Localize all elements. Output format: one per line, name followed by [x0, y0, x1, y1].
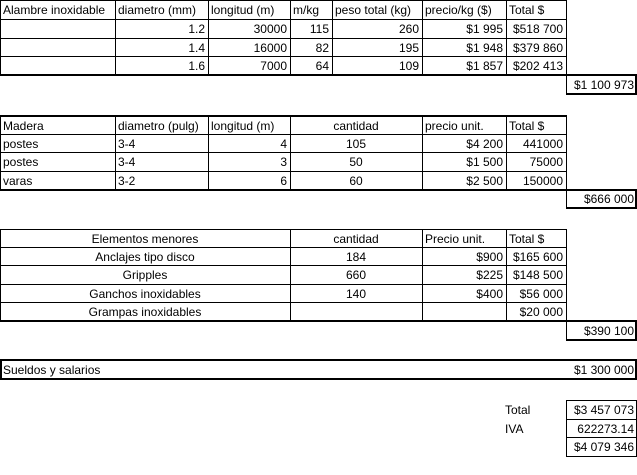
table-cell: postes: [3, 137, 39, 151]
table-cell: 1.2: [188, 22, 205, 36]
table-cell: 115: [309, 22, 329, 36]
table-cell: $56 000: [519, 287, 563, 301]
table-cell: 3: [280, 155, 287, 169]
table-cell: 1.6: [188, 59, 205, 73]
table-cell: 60: [349, 174, 363, 188]
madera-header-longitud: longitud (m): [211, 119, 275, 133]
table-cell: 3-2: [118, 174, 136, 188]
table-cell: postes: [3, 155, 39, 169]
table-cell: 109: [398, 59, 419, 73]
alambre-header-mkg: m/kg: [293, 3, 320, 17]
table-cell: $148 500: [512, 268, 563, 282]
menores-header-total: Total $: [509, 232, 545, 246]
table-cell: 3-4: [118, 137, 136, 151]
table-cell: 150000: [522, 174, 563, 188]
table-cell: 30000: [253, 22, 287, 36]
table-cell: $165 600: [512, 250, 563, 264]
sueldos-value: $1 300 000: [573, 363, 634, 377]
table-cell: $4 200: [466, 137, 503, 151]
table-cell: 140: [345, 287, 367, 301]
total-value: $3 457 073: [573, 403, 634, 417]
table-cell: $900: [476, 250, 503, 264]
table-cell: Gripples: [122, 268, 168, 282]
table-cell: 3-4: [118, 155, 136, 169]
table-cell: 260: [398, 22, 419, 36]
madera-header-name: Madera: [3, 119, 44, 133]
table-cell: 7000: [260, 59, 287, 73]
alambre-header-diametro: diametro (mm): [118, 3, 197, 17]
alambre-header-precio: precio/kg ($): [425, 3, 492, 17]
alambre-header-longitud: longitud (m): [211, 3, 275, 17]
madera-subtotal: $666 000: [583, 192, 634, 206]
table-cell: 4: [280, 137, 287, 151]
madera-header-cantidad: cantidad: [333, 119, 379, 133]
alambre-header-name: Alambre inoxidable: [3, 3, 106, 17]
table-cell: 82: [315, 41, 329, 55]
menores-subtotal: $390 100: [583, 324, 634, 338]
table-cell: $2 500: [466, 174, 503, 188]
table-cell: 195: [398, 41, 419, 55]
iva-label: IVA: [505, 422, 524, 436]
table-cell: 441000: [522, 137, 563, 151]
table-cell: Ganchos inoxidables: [89, 287, 201, 301]
table-cell: [422, 303, 506, 321]
table-cell: Grampas inoxidables: [88, 305, 202, 319]
iva-value: 622273.14: [577, 422, 634, 436]
table-cell: 16000: [253, 41, 287, 55]
total-label: Total: [505, 403, 531, 417]
table-cell: 75000: [529, 155, 563, 169]
table-cell: $518 700: [512, 22, 563, 36]
table-cell: $1 500: [466, 155, 503, 169]
table-cell: 64: [315, 59, 329, 73]
madera-header-precio: precio unit.: [425, 119, 484, 133]
sueldos-label: Sueldos y salarios: [3, 363, 101, 377]
alambre-subtotal: $1 100 973: [573, 78, 634, 92]
table-cell: $1 857: [466, 59, 503, 73]
table-cell: 50: [349, 155, 363, 169]
table-cell: $1 995: [466, 22, 503, 36]
table-cell: $1 948: [466, 41, 503, 55]
table-cell: 105: [345, 137, 367, 151]
table-cell: $400: [476, 287, 503, 301]
table-cell: $20 000: [519, 305, 563, 319]
table-cell: $379 860: [512, 41, 563, 55]
table-cell: 6: [280, 174, 287, 188]
table-cell: $202 413: [512, 59, 563, 73]
alambre-header-peso: peso total (kg): [335, 3, 412, 17]
alambre-header-total: Total $: [509, 3, 545, 17]
table-cell: Anclajes tipo disco: [95, 250, 195, 264]
table-cell: $225: [476, 268, 503, 282]
table-cell: 184: [345, 250, 367, 264]
menores-header-cantidad: cantidad: [333, 232, 379, 246]
table-cell: 660: [345, 268, 367, 282]
grand-total-value: $4 079 346: [573, 440, 634, 454]
madera-header-diametro: diametro (pulg): [118, 119, 199, 133]
madera-header-total: Total $: [509, 119, 545, 133]
table-cell: varas: [3, 174, 33, 188]
table-cell: 1.4: [188, 41, 205, 55]
menores-header-precio: Precio unit.: [425, 232, 486, 246]
table-cell: [290, 303, 422, 321]
menores-header-name: Elementos menores: [91, 232, 199, 246]
